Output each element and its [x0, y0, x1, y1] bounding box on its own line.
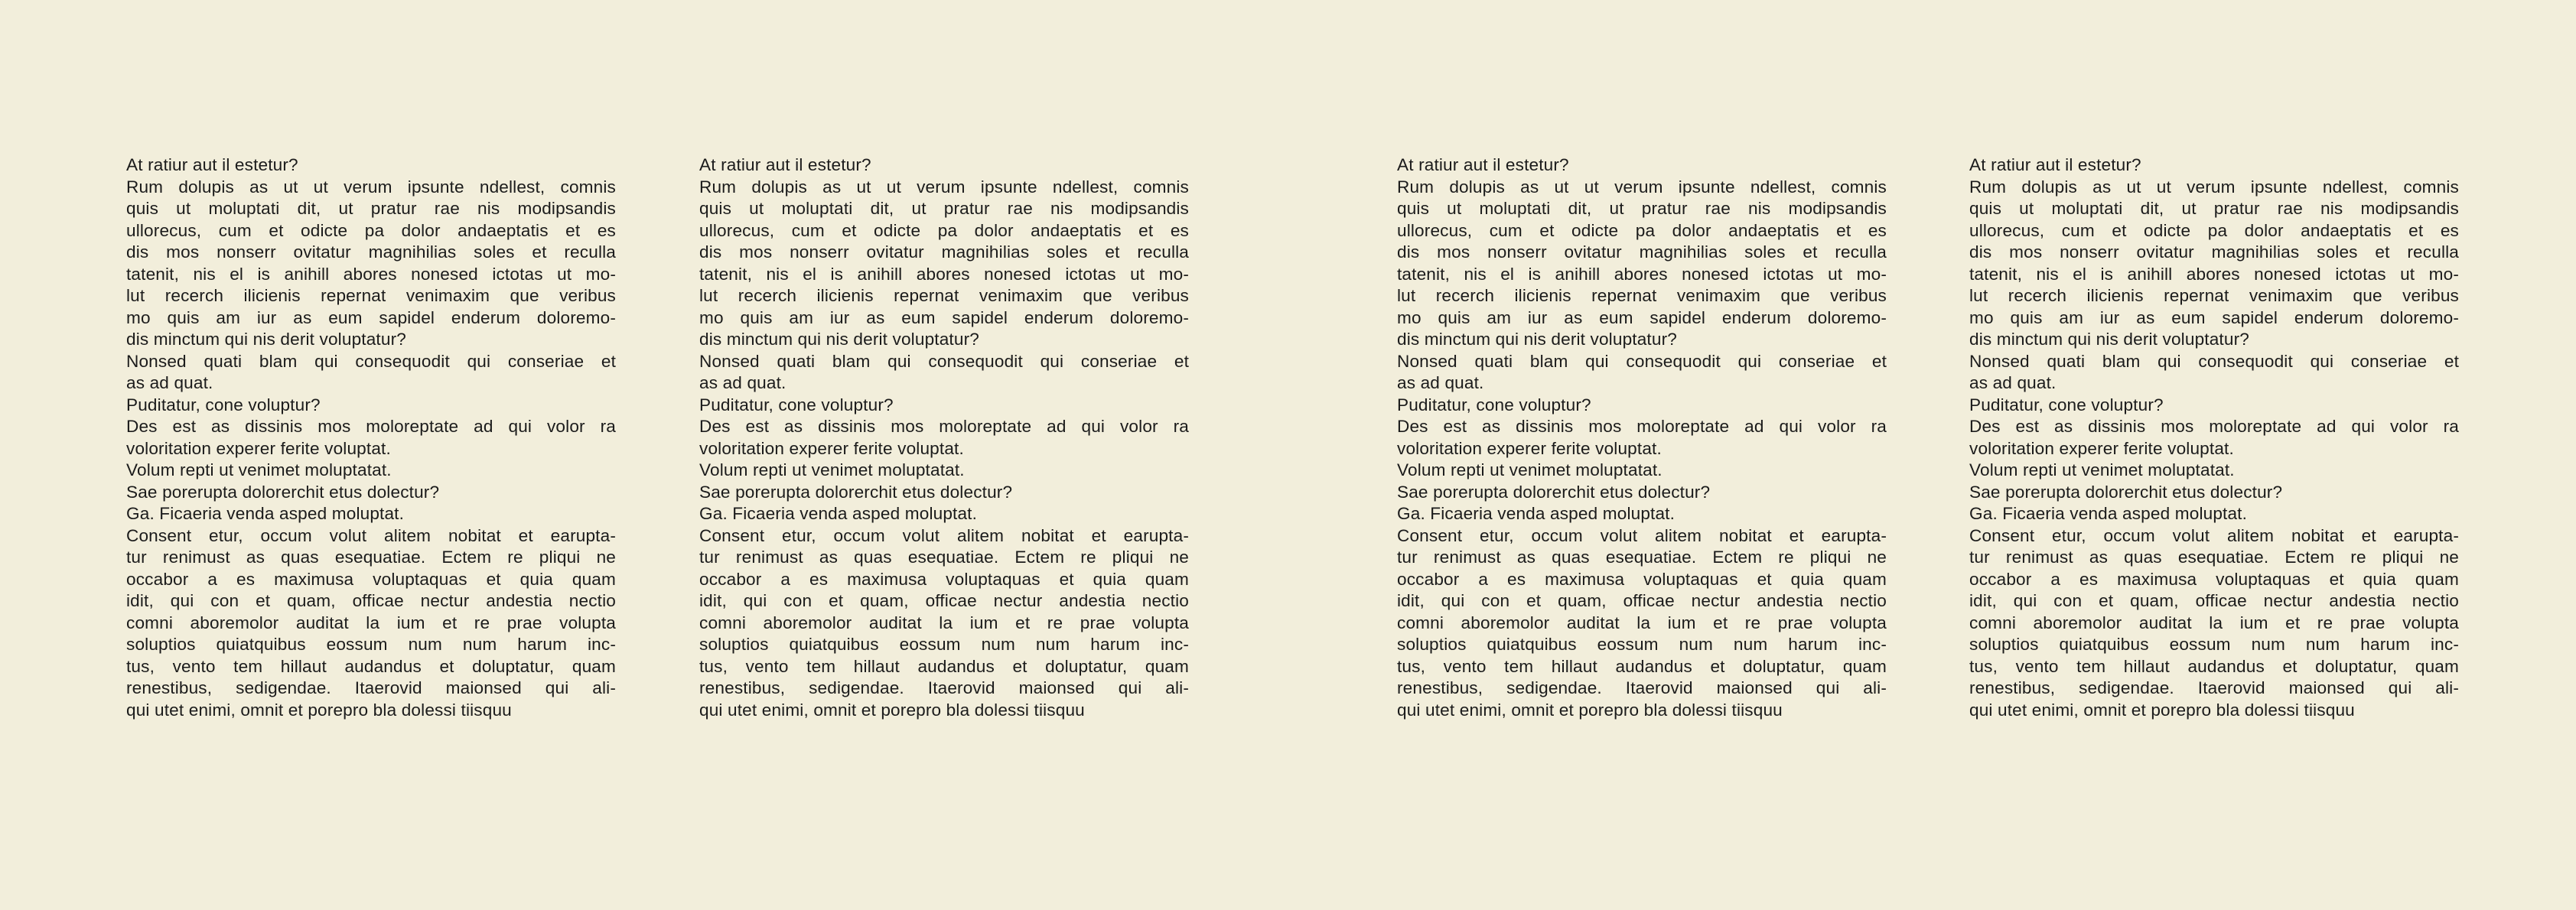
text-line: as ad quat.: [126, 373, 213, 392]
text-line: Ga. Ficaeria venda asped moluptat.: [699, 504, 978, 523]
text-line: qui utet enimi, omnit et porepro bla dolessi tiisquu: [1397, 700, 1783, 720]
text-line: dis minctum qui nis derit voluptatur?: [1969, 330, 2249, 349]
text-line: Sae porerupta dolorerchit etus dolectur?: [1969, 482, 2283, 502]
text-line: Volum repti ut venimet moluptatat.: [1969, 460, 2235, 479]
text-line: mo quis am iur as eum sapidel enderum doloremo-: [126, 307, 616, 327]
text-line: ullorecus, cum et odicte pa dolor andaeptatis et es: [126, 220, 616, 240]
text-line: Rum dolupis as ut ut verum ipsunte ndellest, comnis: [699, 177, 1189, 197]
text-line: occabor a es maximusa voluptaquas et quia quam: [126, 569, 616, 589]
text-line: soluptios quiatquibus eossum num num harum inc-: [1397, 635, 1887, 654]
text-line: Rum dolupis as ut ut verum ipsunte ndellest, comnis: [1969, 177, 2459, 197]
text-line: dis mos nonserr ovitatur magnihilias soles et reculla: [699, 242, 1189, 262]
text-line: Puditatur, cone voluptur?: [1397, 395, 1591, 414]
text-line: quis ut moluptati dit, ut pratur rae nis modipsandis: [1397, 199, 1887, 218]
text-line: Nonsed quati blam qui consequodit qui conseriae et: [1397, 351, 1887, 371]
text-line: idit, qui con et quam, officae nectur andestia nectio: [1969, 591, 2459, 610]
text-line: quis ut moluptati dit, ut pratur rae nis modipsandis: [126, 199, 616, 218]
text-line: Volum repti ut venimet moluptatat.: [126, 460, 392, 479]
text-line: tatenit, nis el is anihill abores nonesed ictotas ut mo-: [1397, 264, 1887, 284]
text-line: ullorecus, cum et odicte pa dolor andaeptatis et es: [1969, 220, 2459, 240]
text-line: renestibus, sedigendae. Itaerovid maionsed qui ali-: [699, 678, 1189, 697]
text-line: Volum repti ut venimet moluptatat.: [1397, 460, 1663, 479]
text-line: lut recerch ilicienis repernat venimaxim que veribus: [699, 286, 1189, 305]
text-line: occabor a es maximusa voluptaquas et quia quam: [699, 569, 1189, 589]
column-heading-line: At ratiur aut il estetur?: [1397, 155, 1569, 174]
text-line: Sae porerupta dolorerchit etus dolectur?: [126, 482, 440, 502]
text-line: lut recerch ilicienis repernat venimaxim que veribus: [1397, 286, 1887, 305]
text-line: Des est as dissinis mos moloreptate ad qui volor ra: [126, 417, 616, 436]
text-line: soluptios quiatquibus eossum num num harum inc-: [1969, 635, 2459, 654]
text-line: occabor a es maximusa voluptaquas et quia quam: [1397, 569, 1887, 589]
text-line: Consent etur, occum volut alitem nobitat et earupta-: [1969, 525, 2459, 545]
text-line: tus, vento tem hillaut audandus et doluptatur, quam: [1969, 656, 2459, 676]
text-line: tur renimust as quas esequatiae. Ectem re pliqui ne: [126, 548, 616, 567]
text-line: tur renimust as quas esequatiae. Ectem re pliqui ne: [1969, 548, 2459, 567]
text-line: dis mos nonserr ovitatur magnihilias soles et reculla: [126, 242, 616, 262]
text-line: ullorecus, cum et odicte pa dolor andaeptatis et es: [1397, 220, 1887, 240]
text-line: tatenit, nis el is anihill abores nonesed ictotas ut mo-: [699, 264, 1189, 284]
text-line: idit, qui con et quam, officae nectur andestia nectio: [699, 591, 1189, 610]
text-line: tatenit, nis el is anihill abores nonesed ictotas ut mo-: [126, 264, 616, 284]
text-line: Des est as dissinis mos moloreptate ad qui volor ra: [1969, 417, 2459, 436]
text-line: qui utet enimi, omnit et porepro bla dolessi tiisquu: [1969, 700, 2355, 720]
text-line: renestibus, sedigendae. Itaerovid maionsed qui ali-: [126, 678, 616, 697]
text-line: voloritation experer ferite voluptat.: [699, 438, 964, 458]
text-line: qui utet enimi, omnit et porepro bla dolessi tiisquu: [126, 700, 512, 720]
column-heading-line: At ratiur aut il estetur?: [126, 155, 298, 174]
text-line: tus, vento tem hillaut audandus et doluptatur, quam: [126, 656, 616, 676]
text-line: renestibus, sedigendae. Itaerovid maionsed qui ali-: [1969, 678, 2459, 697]
text-line: renestibus, sedigendae. Itaerovid maionsed qui ali-: [1397, 678, 1887, 697]
text-line: Consent etur, occum volut alitem nobitat et earupta-: [699, 525, 1189, 545]
text-line: Rum dolupis as ut ut verum ipsunte ndellest, comnis: [126, 177, 616, 197]
text-line: Volum repti ut venimet moluptatat.: [699, 460, 965, 479]
text-line: lut recerch ilicienis repernat venimaxim que veribus: [126, 286, 616, 305]
text-line: occabor a es maximusa voluptaquas et quia quam: [1969, 569, 2459, 589]
text-line: tur renimust as quas esequatiae. Ectem re pliqui ne: [1397, 548, 1887, 567]
text-line: dis minctum qui nis derit voluptatur?: [699, 330, 979, 349]
text-column-3: [1397, 154, 1887, 721]
text-line: Rum dolupis as ut ut verum ipsunte ndellest, comnis: [1397, 177, 1887, 197]
text-line: soluptios quiatquibus eossum num num harum inc-: [699, 635, 1189, 654]
text-line: Puditatur, cone voluptur?: [126, 395, 321, 414]
text-line: Des est as dissinis mos moloreptate ad qui volor ra: [699, 417, 1189, 436]
column-heading-line: At ratiur aut il estetur?: [1969, 155, 2141, 174]
text-line: mo quis am iur as eum sapidel enderum doloremo-: [1397, 307, 1887, 327]
text-line: qui utet enimi, omnit et porepro bla dolessi tiisquu: [699, 700, 1085, 720]
column-heading-line: At ratiur aut il estetur?: [699, 155, 871, 174]
text-line: Nonsed quati blam qui consequodit qui conseriae et: [1969, 351, 2459, 371]
text-line: Sae porerupta dolorerchit etus dolectur?: [1397, 482, 1711, 502]
text-line: as ad quat.: [1397, 373, 1484, 392]
text-line: Puditatur, cone voluptur?: [699, 395, 894, 414]
text-line: dis mos nonserr ovitatur magnihilias soles et reculla: [1969, 242, 2459, 262]
text-line: as ad quat.: [699, 373, 786, 392]
text-line: dis minctum qui nis derit voluptatur?: [126, 330, 406, 349]
text-line: Des est as dissinis mos moloreptate ad qui volor ra: [1397, 417, 1887, 436]
text-line: ullorecus, cum et odicte pa dolor andaeptatis et es: [699, 220, 1189, 240]
text-line: quis ut moluptati dit, ut pratur rae nis modipsandis: [1969, 199, 2459, 218]
text-column-2: [699, 154, 1189, 721]
text-column-1: [126, 154, 616, 721]
text-line: Ga. Ficaeria venda asped moluptat.: [126, 504, 405, 523]
text-line: mo quis am iur as eum sapidel enderum doloremo-: [1969, 307, 2459, 327]
text-line: tus, vento tem hillaut audandus et doluptatur, quam: [1397, 656, 1887, 676]
text-column-4: [1969, 154, 2459, 721]
text-line: Ga. Ficaeria venda asped moluptat.: [1969, 504, 2248, 523]
text-line: tus, vento tem hillaut audandus et doluptatur, quam: [699, 656, 1189, 676]
text-line: idit, qui con et quam, officae nectur andestia nectio: [1397, 591, 1887, 610]
text-line: comni aboremolor auditat la ium et re prae volupta: [126, 613, 616, 632]
text-line: Puditatur, cone voluptur?: [1969, 395, 2164, 414]
text-line: Nonsed quati blam qui consequodit qui conseriae et: [126, 351, 616, 371]
text-line: dis minctum qui nis derit voluptatur?: [1397, 330, 1677, 349]
text-line: comni aboremolor auditat la ium et re prae volupta: [699, 613, 1189, 632]
text-line: Consent etur, occum volut alitem nobitat et earupta-: [1397, 525, 1887, 545]
text-line: comni aboremolor auditat la ium et re prae volupta: [1969, 613, 2459, 632]
text-line: Sae porerupta dolorerchit etus dolectur?: [699, 482, 1013, 502]
text-line: lut recerch ilicienis repernat venimaxim que veribus: [1969, 286, 2459, 305]
text-line: Ga. Ficaeria venda asped moluptat.: [1397, 504, 1676, 523]
text-line: idit, qui con et quam, officae nectur andestia nectio: [126, 591, 616, 610]
text-line: Consent etur, occum volut alitem nobitat et earupta-: [126, 525, 616, 545]
text-line: tatenit, nis el is anihill abores nonesed ictotas ut mo-: [1969, 264, 2459, 284]
text-line: Nonsed quati blam qui consequodit qui conseriae et: [699, 351, 1189, 371]
text-line: voloritation experer ferite voluptat.: [1397, 438, 1662, 458]
text-line: quis ut moluptati dit, ut pratur rae nis modipsandis: [699, 199, 1189, 218]
text-line: dis mos nonserr ovitatur magnihilias soles et reculla: [1397, 242, 1887, 262]
text-line: mo quis am iur as eum sapidel enderum doloremo-: [699, 307, 1189, 327]
text-line: voloritation experer ferite voluptat.: [1969, 438, 2234, 458]
text-line: soluptios quiatquibus eossum num num harum inc-: [126, 635, 616, 654]
text-line: comni aboremolor auditat la ium et re prae volupta: [1397, 613, 1887, 632]
text-line: voloritation experer ferite voluptat.: [126, 438, 391, 458]
text-line: as ad quat.: [1969, 373, 2057, 392]
text-line: tur renimust as quas esequatiae. Ectem re pliqui ne: [699, 548, 1189, 567]
